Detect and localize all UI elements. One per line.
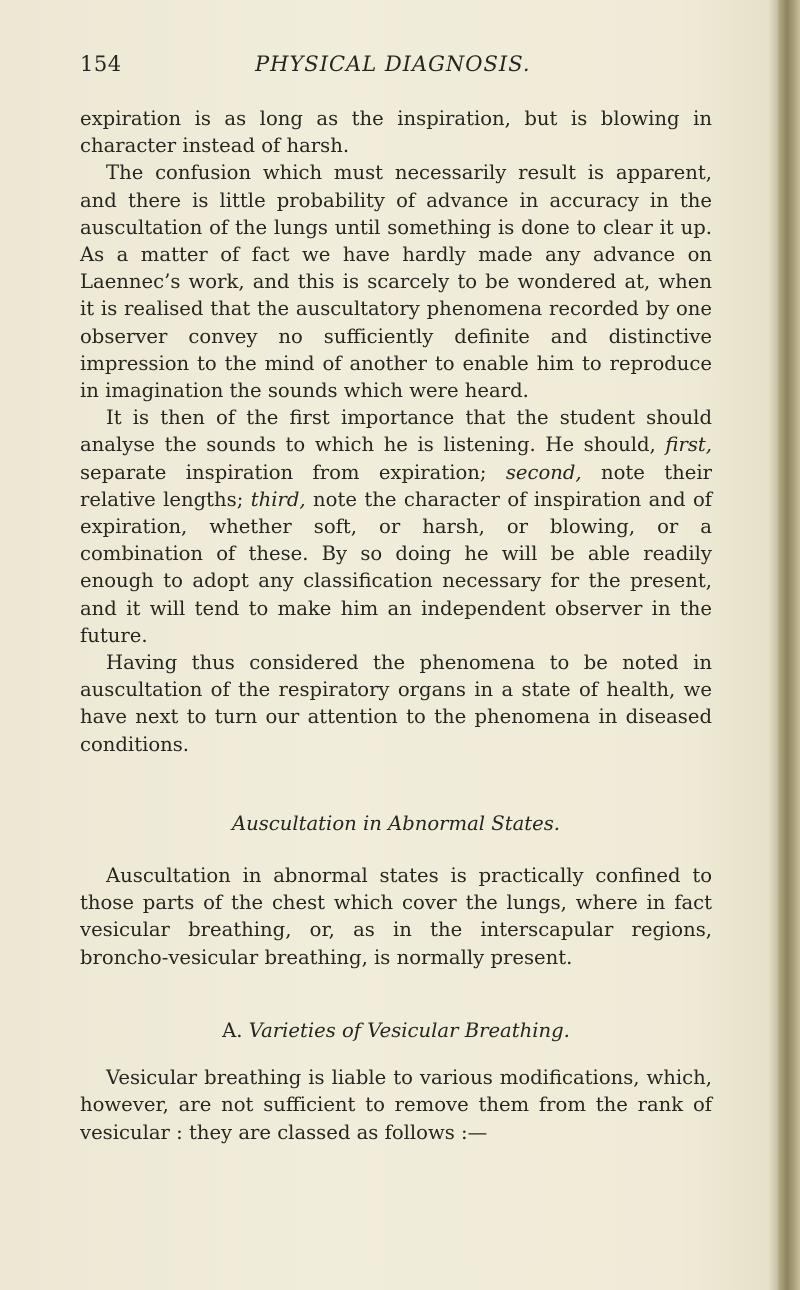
paragraph-varieties: Vesicular breathing is liable to various modifications, which, however, are not sufficient to remove them from the rank of vesicular : they are classed as follows :— [80,1066,712,1144]
text-run: It is then of the first importance that the student should analyse the sounds to which he is listening. He should, [80,406,712,457]
italic-term-first: first, [665,433,712,457]
text-run: separate inspiration from expiration; [80,460,506,484]
paragraph-abnormal-states: Auscultation in abnormal states is practically confined to those parts of the chest which cover the lungs, where in fact vesicular breathing, or, as in the interscapular regions, broncho-vesicular breathing, is normally present. [80,864,712,969]
subsection-letter: A. [222,1018,243,1042]
paragraph-continuation: expiration is as long as the inspiration, but is blowing in character instead of harsh. [80,107,712,158]
text-run: note their relative lengths; [80,460,712,511]
italic-term-second: second, [505,460,582,484]
running-head: PHYSICAL DIAGNOSIS. [255,52,531,76]
subsection-title: Varieties of Vesicular Breathing. [248,1018,570,1042]
page-header [80,52,720,82]
paragraph-analyse-sounds [80,404,712,649]
body-text [80,105,712,1146]
page-number: 154 [80,52,122,76]
text-run: note the character of inspiration and of expiration, whether soft, or harsh, or blowing, or a combination of these. By so doing he will be able readily enough to adopt any classification necessary for the present, and it will tend to make him an independent observer in the future. [80,487,712,647]
italic-term-third: third, [250,487,306,511]
page-edge [778,0,800,1290]
subsection-heading-varieties [80,1017,712,1044]
binding-shadow [768,0,778,1290]
section-heading-abnormal-states: Auscultation in Abnormal States. [231,811,561,835]
paragraph-confusion: The confusion which must necessarily result is apparent, and there is little probability of advance in accuracy in the auscultation of the lungs until something is done to clear it up. As a matter of fact we have hardly made any advance on Laennec’s work, and this is scarcely to be wondered at, when it is realised that the auscultatory phenomena recorded by one observer convey no sufficiently definite and distinctive impression to the mind of another to enable him to reproduce in imagination the sounds which were heard. [80,161,712,403]
paragraph-diseased-conditions: Having thus considered the phenomena to be noted in auscultation of the respiratory organs in a state of health, we have next to turn our attention to the phenomena in diseased conditions. [80,651,712,756]
